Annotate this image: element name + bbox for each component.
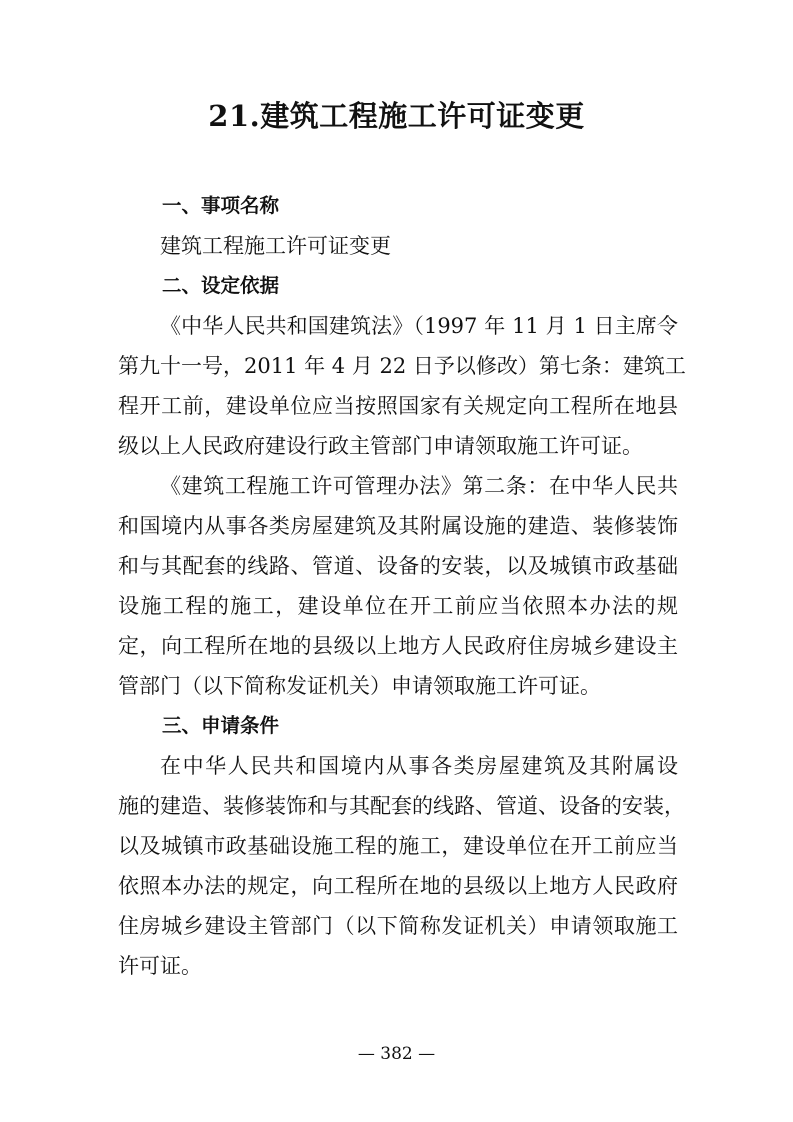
paragraph-line: 《建筑工程施工许可管理办法》第二条：在中华人民共	[160, 474, 678, 498]
paragraph-line: 施的建造、装修装饰和与其配套的线路、管道、设备的安装，	[118, 794, 685, 818]
paragraph-line: 住房城乡建设主管部门（以下简称发证机关）申请领取施工	[118, 914, 678, 938]
document-title: 21.建筑工程施工许可证变更	[208, 99, 585, 133]
document-body	[118, 186, 686, 986]
paragraph-line: 程开工前，建设单位应当按照国家有关规定向工程所在地县	[118, 394, 678, 418]
paragraph-line: 《中华人民共和国建筑法》（1997 年 11 月 1 日主席令	[160, 314, 678, 338]
paragraph-line: 许可证。	[118, 954, 202, 978]
section-heading: 三、申请条件	[162, 714, 280, 737]
paragraph-line: 级以上人民政府建设行政主管部门申请领取施工许可证。	[118, 434, 643, 458]
paragraph-line: 依照本办法的规定，向工程所在地的县级以上地方人民政府	[118, 874, 678, 898]
paragraph	[118, 306, 686, 466]
paragraph-line: 和与其配套的线路、管道、设备的安装，以及城镇市政基础	[118, 554, 678, 578]
paragraph	[118, 226, 678, 266]
paragraph-line: 设施工程的施工，建设单位在开工前应当依照本办法的规	[118, 594, 678, 618]
paragraph-line: 在中华人民共和国境内从事各类房屋建筑及其附属设	[160, 754, 678, 778]
paragraph-line: 建筑工程施工许可证变更	[160, 234, 391, 258]
paragraph-line: 以及城镇市政基础设施工程的施工，建设单位在开工前应当	[118, 834, 678, 858]
paragraph-line: 管部门（以下简称发证机关）申请领取施工许可证。	[118, 674, 601, 698]
section-application-conditions	[118, 706, 685, 986]
section-legal-basis	[118, 266, 686, 706]
paragraph	[118, 746, 685, 986]
section-item-name	[118, 186, 678, 266]
section-heading: 二、设定依据	[162, 274, 280, 297]
section-heading: 一、事项名称	[162, 194, 280, 217]
paragraph-line: 定，向工程所在地的县级以上地方人民政府住房城乡建设主	[118, 634, 678, 658]
paragraph-line: 第九十一号，2011 年 4 月 22 日予以修改）第七条：建筑工	[118, 354, 686, 378]
page-number: — 382 —	[357, 1044, 436, 1064]
paragraph-line: 和国境内从事各类房屋建筑及其附属设施的建造、装修装饰	[118, 514, 678, 538]
paragraph	[118, 466, 678, 706]
